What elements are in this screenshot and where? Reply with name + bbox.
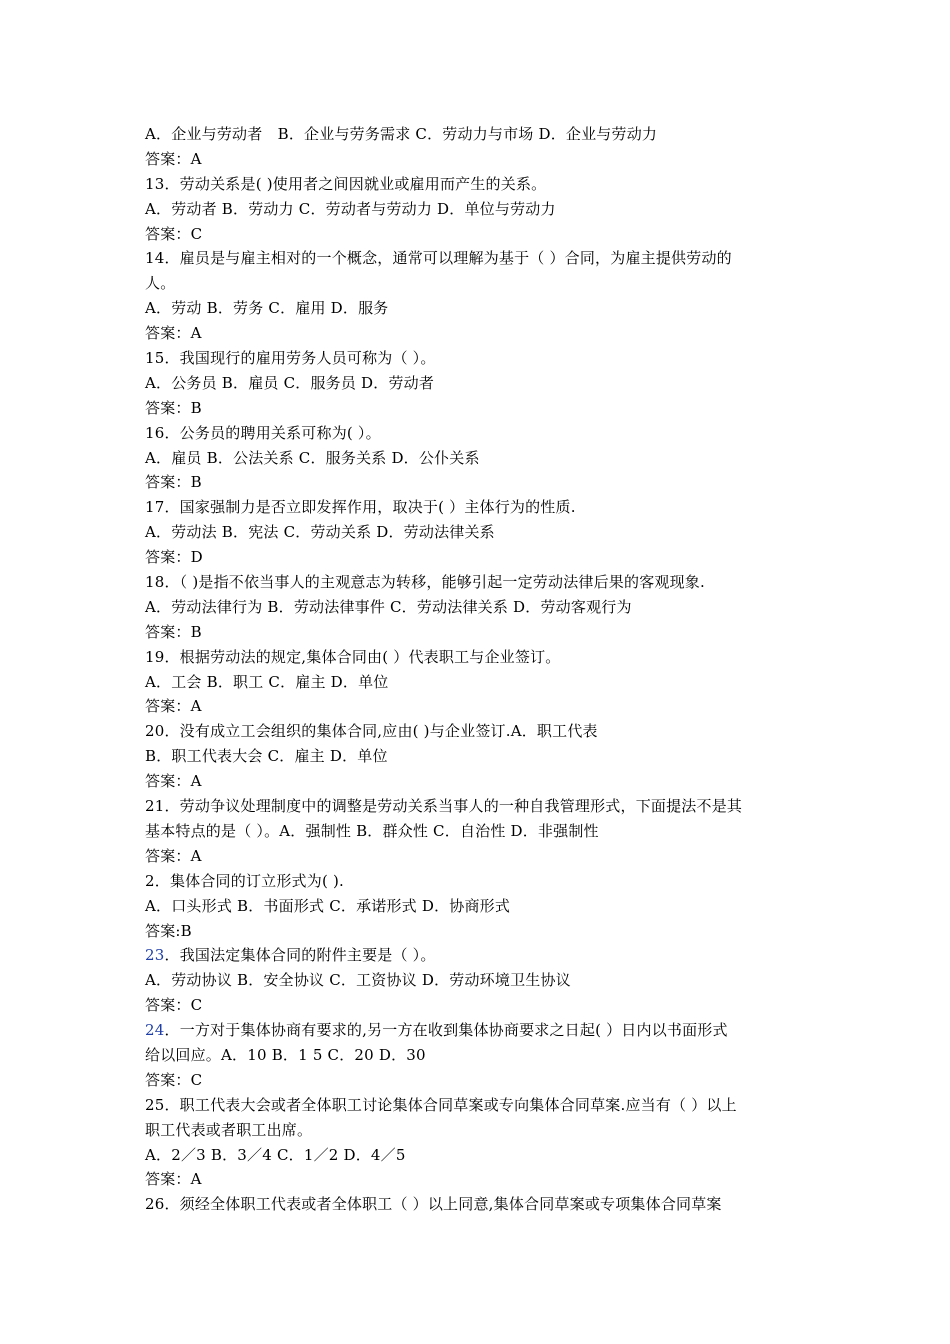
line-text: ．我国法定集体合同的附件主要是（ ）。: [164, 946, 436, 965]
line-text: 人。: [145, 274, 176, 293]
text-line: [145, 719, 815, 744]
line-text: ．一方对于集体协商有要求的,另一方在收到集体协商要求之日起( ）日内以书面形式: [164, 1021, 728, 1040]
text-line: [145, 943, 815, 968]
text-line: [145, 1192, 815, 1217]
line-text: 答案：C: [145, 1070, 203, 1089]
line-text: A．劳动法律行为 B．劳动法律事件 C．劳动法律关系 D．劳动客观行为: [145, 597, 632, 616]
line-text: 答案：B: [145, 473, 202, 492]
line-text: 给以回应。A．10 B．1 5 C．20 D．30: [145, 1045, 426, 1064]
line-text: 18．（ )是指不依当事人的主观意志为转移，能够引起一定劳动法律后果的客观现象.: [145, 573, 705, 592]
text-line: [145, 172, 815, 197]
line-text: 答案:B: [145, 921, 192, 940]
line-text: A．工会 B．职工 C．雇主 D．单位: [145, 672, 389, 691]
text-line: [145, 694, 815, 719]
line-text: 13．劳动关系是( )使用者之间因就业或雇用而产生的关系。: [145, 174, 547, 193]
text-line: [145, 744, 815, 769]
text-line: [145, 222, 815, 247]
text-line: [145, 520, 815, 545]
text-line: [145, 396, 815, 421]
text-line: [145, 894, 815, 919]
text-line: [145, 147, 815, 172]
text-line: [145, 1093, 815, 1118]
text-line: [145, 1018, 815, 1043]
line-text: 19．根据劳动法的规定,集体合同由( ）代表职工与企业签订。: [145, 647, 561, 666]
line-text: A．企业与劳动者 B．企业与劳务需求 C．劳动力与市场 D．企业与劳动力: [145, 125, 658, 143]
text-line: [145, 968, 815, 993]
line-text: 15．我国现行的雇用劳务人员可称为（ ）。: [145, 349, 436, 368]
text-line: [145, 570, 815, 595]
text-line: [145, 993, 815, 1018]
text-line: [145, 346, 815, 371]
text-line: [145, 197, 815, 222]
line-text: 答案：A: [145, 1170, 202, 1189]
text-line: [145, 122, 815, 147]
text-line: [145, 620, 815, 645]
text-line: [145, 769, 815, 794]
text-line: [145, 645, 815, 670]
line-text: 答案：A: [145, 772, 202, 791]
text-line: [145, 844, 815, 869]
line-text: A．劳动协议 B．安全协议 C．工资协议 D．劳动环境卫生协议: [145, 971, 571, 990]
text-line: [145, 1068, 815, 1093]
line-text: A．口头形式 B．书面形式 C．承诺形式 D．协商形式: [145, 896, 511, 915]
text-line: [145, 321, 815, 346]
line-text: 答案：B: [145, 622, 202, 641]
line-text: 25．职工代表大会或者全体职工讨论集体合同草案或专向集体合同草案.应当有（ ）以上: [145, 1095, 737, 1114]
line-text: 21．劳动争议处理制度中的调整是劳动关系当事人的一种自我管理形式，下面提法不是其: [145, 797, 743, 816]
text-line: [145, 1143, 815, 1168]
text-line: [145, 271, 815, 296]
line-text: A．劳动法 B．宪法 C．劳动关系 D．劳动法律关系: [145, 523, 495, 542]
line-text: 答案：A: [145, 846, 202, 865]
line-text: 答案：A: [145, 324, 202, 343]
text-line: [145, 1043, 815, 1068]
line-text: 答案：C: [145, 224, 203, 243]
line-text: 答案：B: [145, 398, 202, 417]
text-line: [145, 470, 815, 495]
line-text: A．劳动者 B．劳动力 C．劳动者与劳动力 D．单位与劳动力: [145, 199, 556, 218]
line-text: 17．国家强制力是否立即发挥作用，取决于( ）主体行为的性质.: [145, 498, 576, 517]
text-line: [145, 1167, 815, 1192]
question-number: 24: [145, 1021, 165, 1040]
question-number: 23: [145, 946, 165, 965]
text-line: [145, 446, 815, 471]
line-text: 20．没有成立工会组织的集体合同,应由( )与企业签订.A．职工代表: [145, 722, 598, 741]
line-text: 职工代表或者职工出席。: [145, 1120, 313, 1139]
line-text: 答案：C: [145, 996, 203, 1015]
line-text: A．雇员 B．公法关系 C．服务关系 D．公仆关系: [145, 448, 480, 467]
line-text: A．公务员 B．雇员 C．服务员 D．劳动者: [145, 373, 435, 392]
document-body: [145, 122, 815, 1217]
line-text: 答案：A: [145, 697, 202, 716]
line-text: 26．须经全体职工代表或者全体职工（ ）以上同意,集体合同草案或专项集体合同草案: [145, 1195, 722, 1214]
text-line: [145, 819, 815, 844]
text-line: [145, 1118, 815, 1143]
line-text: A．劳动 B．劳务 C．雇用 D．服务: [145, 299, 389, 318]
text-line: [145, 869, 815, 894]
line-text: 14．雇员是与雇主相对的一个概念，通常可以理解为基于（ ）合同，为雇主提供劳动的: [145, 249, 732, 268]
line-text: B．职工代表大会 C．雇主 D．单位: [145, 747, 388, 766]
text-line: [145, 545, 815, 570]
text-line: [145, 670, 815, 695]
text-line: [145, 296, 815, 321]
text-line: [145, 794, 815, 819]
line-text: 基本特点的是（ ）。A．强制性 B．群众性 C．自治性 D．非强制性: [145, 821, 599, 840]
text-line: [145, 421, 815, 446]
text-line: [145, 919, 815, 944]
line-text: A．2／3 B．3／4 C．1／2 D．4／5: [145, 1145, 406, 1164]
text-line: [145, 371, 815, 396]
text-line: [145, 495, 815, 520]
text-line: [145, 595, 815, 620]
text-line: [145, 246, 815, 271]
line-text: 答案：A: [145, 149, 202, 168]
line-text: 2．集体合同的订立形式为( ).: [145, 871, 344, 890]
line-text: 16．公务员的聘用关系可称为( ）。: [145, 423, 381, 442]
line-text: 答案：D: [145, 548, 203, 567]
